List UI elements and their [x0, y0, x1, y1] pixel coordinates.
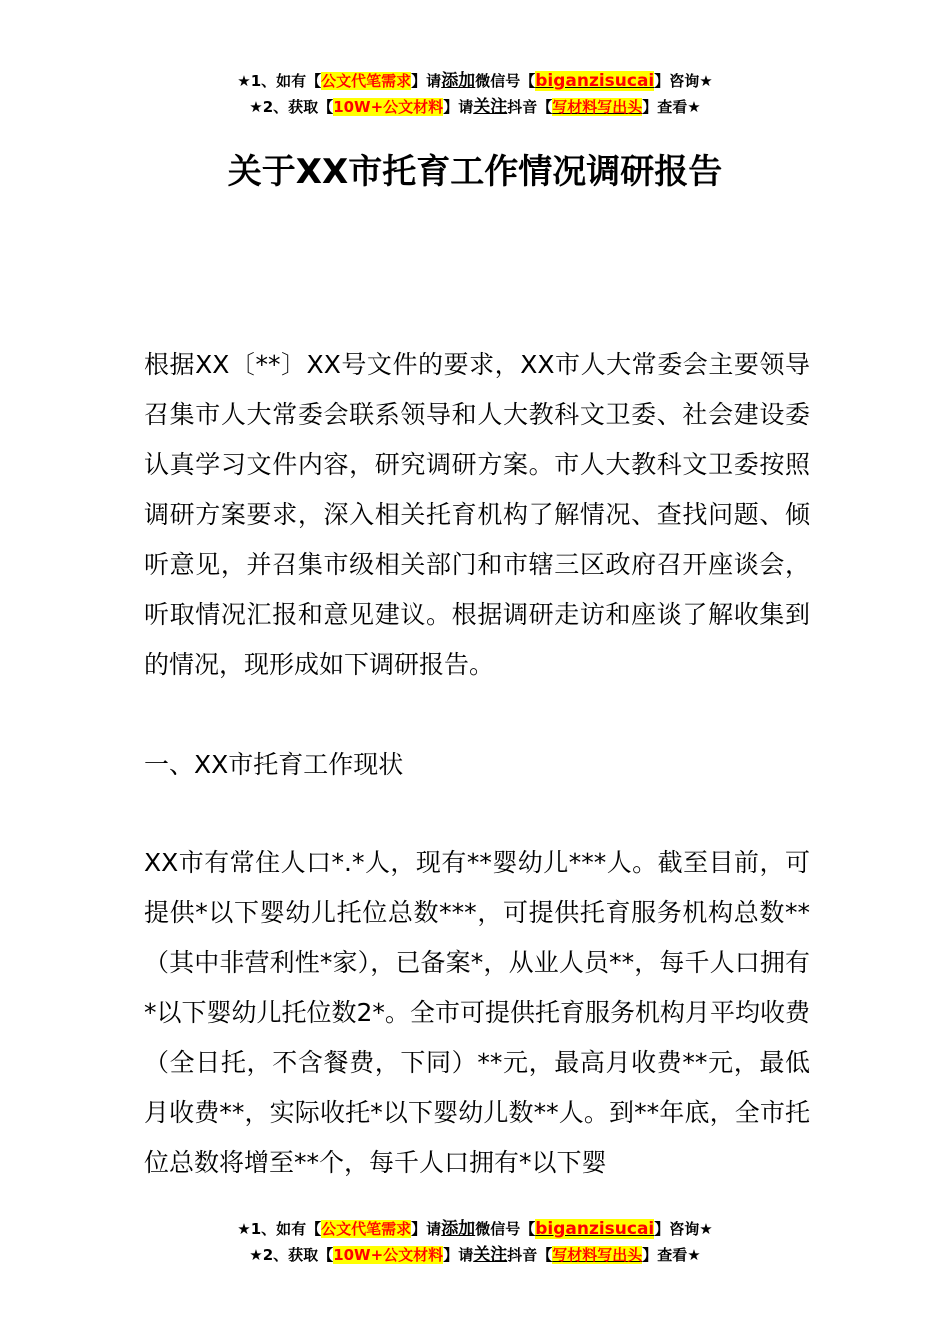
banner-line-2-mid2: 抖音【 [507, 98, 553, 116]
banner-line-2-mid: 】请 [443, 1246, 474, 1264]
banner-line-1-emphasis: 添加 [441, 71, 476, 91]
banner-line-1-prefix: ★1、如有【 [237, 72, 322, 90]
banner-wechat-id: biganzisucai [535, 71, 655, 91]
banner-line-2-mid: 】请 [443, 98, 474, 116]
banner-douyin-id: 写材料写出头 [552, 1246, 643, 1264]
bottom-banner [0, 1216, 950, 1268]
banner-line-1-highlight: 公文代笔需求 [321, 1220, 412, 1238]
paragraph-status: XX市有常住人口*.*人，现有**婴幼儿***人。截至目前，可提供*以下婴幼儿托位总数***，可提供托育服务机构总数**（其中非营利性*家），已备案*，从业人员**，每千人口拥有*以下婴幼儿托位数2*。全市可提供托育服务机构月平均收费（全日托，不含餐费，下同）**元，最高月收费**元，最低月收费**，实际收托*以下婴幼儿数**人。到**年底，全市托位总数将增至**个，每千人口拥有*以下婴 [144, 848, 810, 1177]
banner-line-1-highlight: 公文代笔需求 [321, 72, 412, 90]
banner-douyin-id: 写材料写出头 [552, 98, 643, 116]
banner-line-2-mid2: 抖音【 [507, 1246, 553, 1264]
document-title: 关于XX市托育工作情况调研报告 [227, 152, 723, 192]
banner-line-1-mid: 】请 [411, 72, 442, 90]
banner-line-2-suffix: 】查看★ [642, 98, 701, 116]
banner-line-2-prefix: ★2、获取【 [249, 1246, 334, 1264]
banner-line-1-emphasis: 添加 [441, 1219, 476, 1239]
banner-line-2-highlight: 10W+公文材料 [333, 98, 444, 116]
paragraph-intro: 根据XX〔**〕XX号文件的要求，XX市人大常委会主要领导召集市人大常委会联系领导和人大教科文卫委、社会建设委认真学习文件内容，研究调研方案。市人大教科文卫委按照调研方案要求，深入相关托育机构了解情况、查找问题、倾听意见，并召集市级相关部门和市辖三区政府召开座谈会，听取情况汇报和意见建议。根据调研走访和座谈了解收集到的情况，现形成如下调研报告。 [144, 350, 810, 679]
banner-line-2-highlight: 10W+公文材料 [333, 1246, 444, 1264]
top-banner [0, 68, 950, 120]
banner-line-2-suffix: 】查看★ [642, 1246, 701, 1264]
banner-line-1-mid2: 微信号【 [475, 1220, 536, 1238]
section-heading-1: 一、XX市托育工作现状 [144, 750, 404, 779]
banner-line-2 [0, 94, 950, 120]
banner-line-1-mid: 】请 [411, 1220, 442, 1238]
banner-line-2-emphasis: 关注 [473, 97, 508, 117]
banner-line-2-prefix: ★2、获取【 [249, 98, 334, 116]
banner-line-1-prefix: ★1、如有【 [237, 1220, 322, 1238]
banner-wechat-id: biganzisucai [535, 1219, 655, 1239]
banner-line-1-suffix: 】咨询★ [654, 72, 713, 90]
banner-line-2-emphasis: 关注 [473, 1245, 508, 1265]
banner-line-1-suffix: 】咨询★ [654, 1220, 713, 1238]
banner-line-1-mid2: 微信号【 [475, 72, 536, 90]
banner-line-1 [0, 1216, 950, 1242]
banner-line-1 [0, 68, 950, 94]
banner-line-2 [0, 1242, 950, 1268]
